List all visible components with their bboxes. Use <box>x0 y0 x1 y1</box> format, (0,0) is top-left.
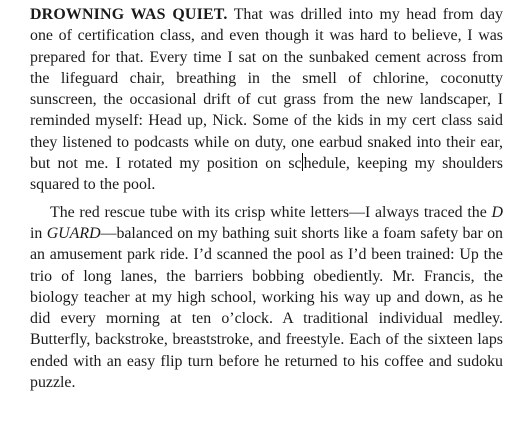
italic-word-guard: GUARD <box>46 224 101 242</box>
paragraph-2-text-2: in <box>30 224 47 242</box>
italic-letter-d: D <box>491 203 503 221</box>
opening-lead-in: DROWNING WAS QUIET. <box>30 6 228 23</box>
paragraph-2 <box>30 202 503 394</box>
paragraph-1-text-end: hedule, keeping my shoulders squared to the pool. <box>30 155 503 194</box>
paragraph-1-text-start: That was drilled into my head from day one of certification class, and even though it was hard to believe, I was prepared for that. Every time I sat on the sunbaked cement across from the lifeguard chair, breathing in the smell of chlorine, coconutty sunscreen, the occasional drift of cut grass from the new landscaper, I reminded myself: Head up, Nick. Some of the kids in my cert class said they listened to podcasts while on duty, one earbud snaked into their ear, but not me. I rotated my position on sc <box>30 6 503 173</box>
paragraph-2-text-1: The red rescue tube with its crisp white letters—I always traced the <box>50 203 492 221</box>
paragraph-2-text-3: —balanced on my bathing suit shorts like a foam safety bar on an amusement park ride. I’d scanned the pool as I’d been trained: Up the trio of long lanes, the barriers bobbing obediently. Mr. Francis, the biology teacher at my high school, working his way up and down, as he did every morning at ten o’clock. A traditional individual medley. Butterfly, backstroke, breaststroke, and freestyle. Each of the sixteen laps ended with an easy flip turn before he returned to his coffee and sudoku puzzle. <box>30 224 503 392</box>
paragraph-1 <box>30 4 503 196</box>
